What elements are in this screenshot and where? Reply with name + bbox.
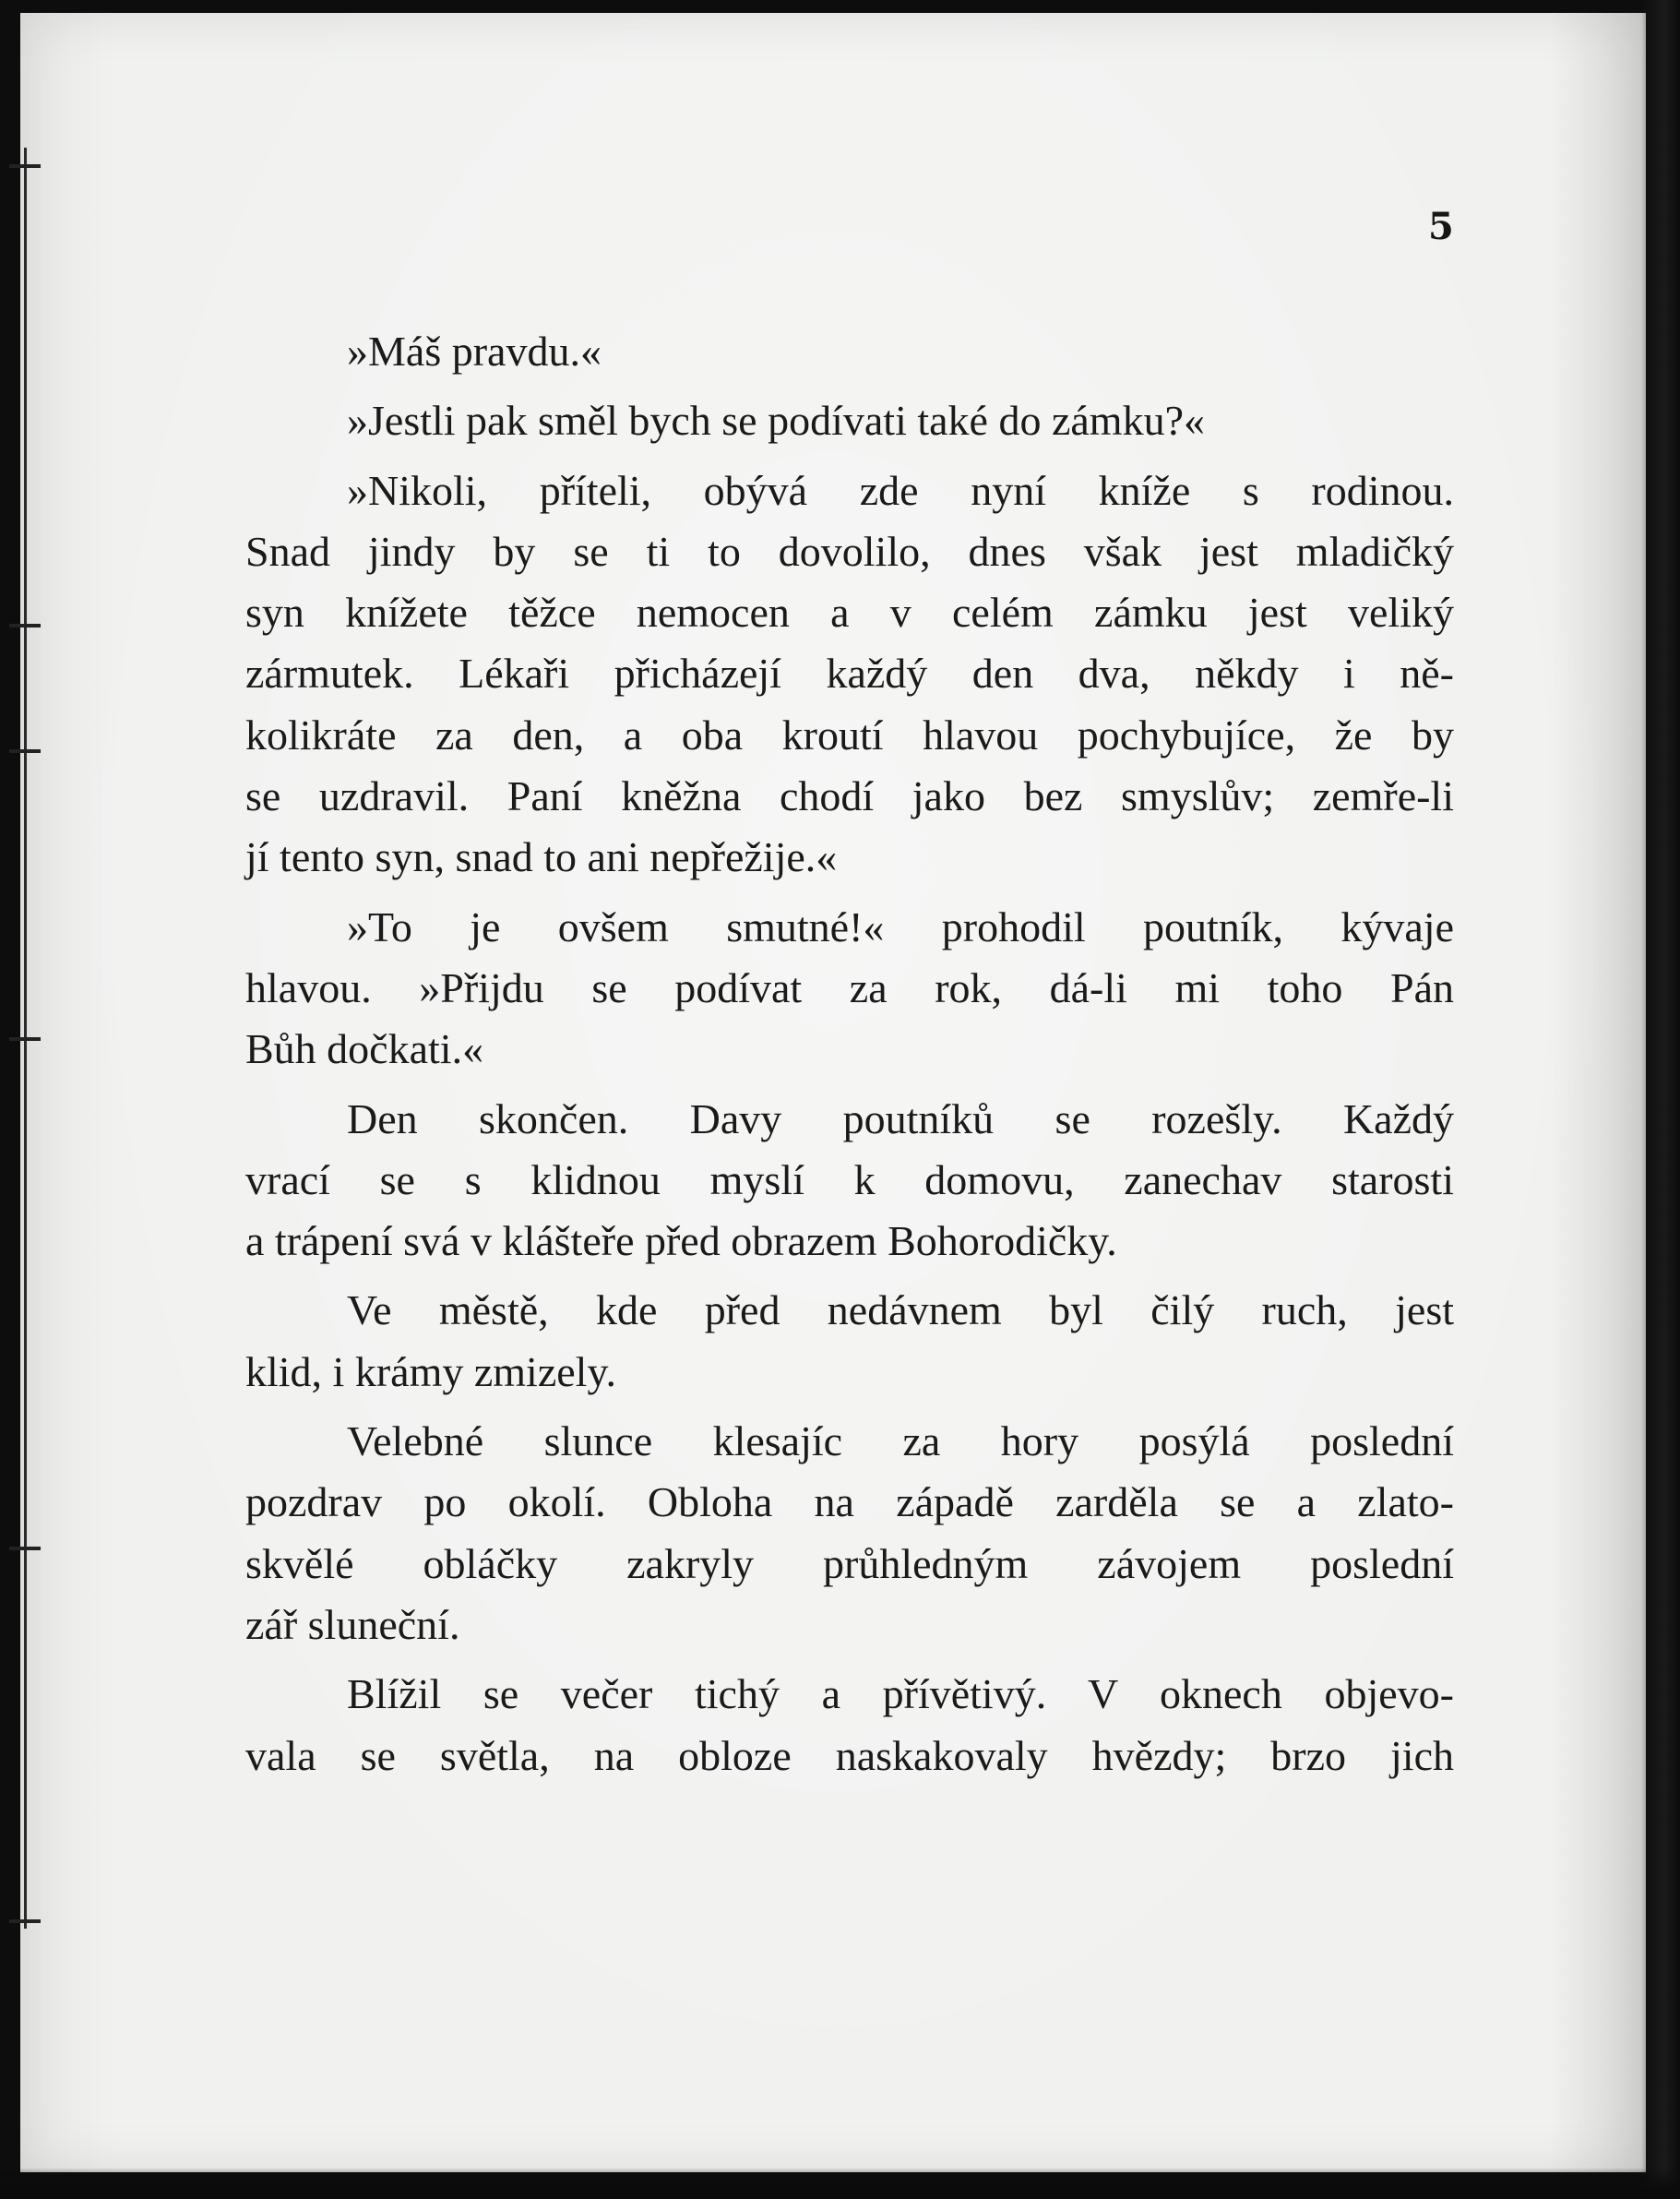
page-shadow-right [1641, 0, 1680, 2199]
text-line: skvělé obláčky zakryly průhledným závojem poslední [245, 1539, 1454, 1587]
paragraph [245, 390, 1454, 451]
text-line: »To je ovšem smutné!« prohodil poutník, kývaje [347, 902, 1454, 950]
text-line: zář sluneční. [245, 1600, 460, 1648]
text-line: Ve městě, kde před nedávnem byl čilý ruch, jest [347, 1286, 1454, 1334]
text-line: »Máš pravdu.« [347, 328, 602, 375]
binding-tick [9, 749, 41, 753]
binding-tick [9, 1919, 41, 1923]
paragraph [245, 897, 1454, 1081]
text-line: Velebné slunce klesajíc za hory posýlá poslední [347, 1417, 1454, 1465]
text-line: Den skončen. Davy poutníků se rozešly. Každý [347, 1094, 1454, 1142]
binding-tick [9, 1037, 41, 1041]
paragraph [245, 1089, 1454, 1273]
text-line: kolikráte za den, a oba kroutí hlavou pochybujíce, že by [245, 711, 1454, 759]
text-line: Bůh dočkati.« [245, 1025, 484, 1073]
paragraph [245, 1280, 1454, 1403]
page-number: 5 [1428, 205, 1454, 248]
binding-tick [9, 1547, 41, 1550]
paragraph [245, 460, 1454, 889]
text-line: a trápení svá v klášteře před obrazem Bohorodičky. [245, 1217, 1117, 1265]
binding-tick [9, 624, 41, 627]
paragraph [245, 321, 1454, 382]
text-line: »Nikoli, příteli, obývá zde nyní kníže s rodinou. [347, 466, 1454, 514]
text-line: syn knížete těžce nemocen a v celém zámku jest veliký [245, 589, 1454, 637]
text-line: vrací se s klidnou myslí k domovu, zanechav starosti [245, 1155, 1454, 1203]
text-line: Blížil se večer tichý a přívětivý. V oknech objevo- [347, 1670, 1454, 1718]
body-text [245, 321, 1454, 1795]
text-line: zármutek. Lékaři přicházejí každý den dva, někdy i ně- [245, 650, 1454, 698]
text-line: hlavou. »Přijdu se podívat za rok, dá-li mi toho Pán [245, 963, 1454, 1011]
paragraph [245, 1664, 1454, 1787]
text-line: pozdrav po okolí. Obloha na západě zarděla se a zlato- [245, 1478, 1454, 1526]
text-line: jí tento syn, snad to ani nepřežije.« [245, 833, 838, 881]
text-line: Snad jindy by se ti to dovolilo, dnes však jest mladičký [245, 527, 1454, 575]
text-line: vala se světla, na obloze naskakovaly hvězdy; brzo jich [245, 1731, 1454, 1779]
text-line: klid, i krámy zmizely. [245, 1347, 616, 1395]
text-line: »Jestli pak směl bych se podívati také do zámku?« [347, 397, 1205, 445]
text-line: se uzdravil. Paní kněžna chodí jako bez smyslův; zemře-li [245, 772, 1454, 820]
page-shadow-bottom [0, 2168, 1680, 2199]
binding-tick [9, 164, 41, 168]
paragraph [245, 1411, 1454, 1655]
